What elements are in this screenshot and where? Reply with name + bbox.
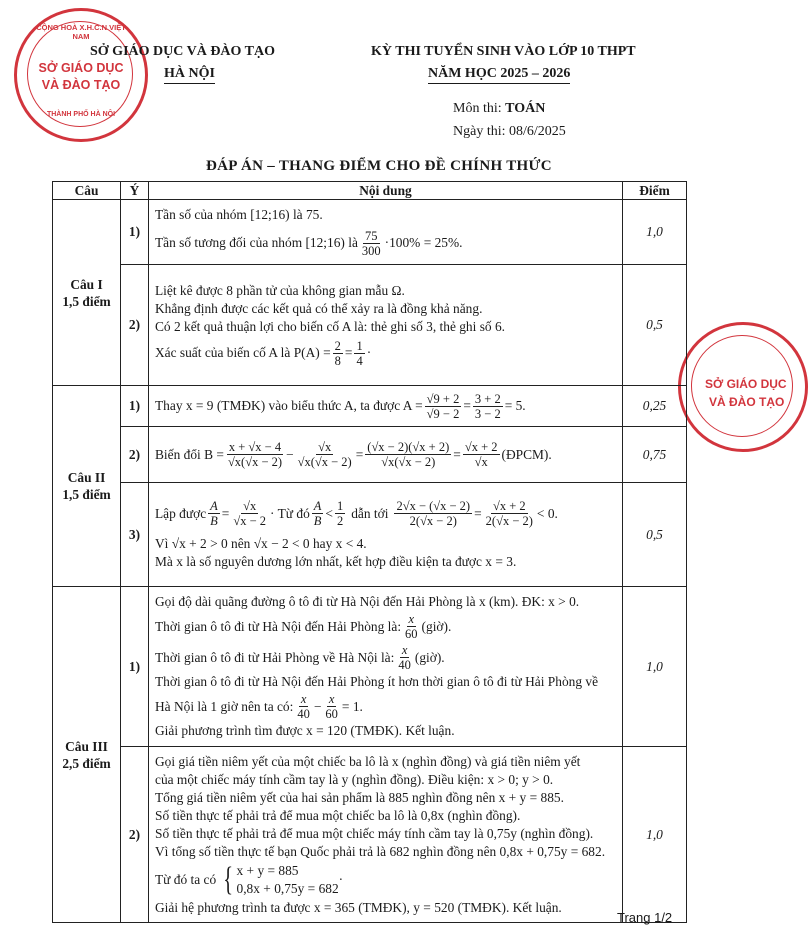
numerator: x + √x − 4 [228,440,282,454]
part-label: 1) [121,587,149,747]
content-text: Thay x = 9 (TMĐK) vào biểu thức A, ta được A = [155,398,423,413]
table-row [53,386,687,427]
exam-name: KỲ THI TUYỂN SINH VÀO LỚP 10 THPT [371,44,636,59]
part-label: 1) [121,386,149,427]
denominator: 40 [297,707,310,721]
numerator: A [210,499,218,513]
subject-value: TOÁN [505,101,546,116]
official-stamp-partial [678,322,808,452]
content-text: − [286,446,294,462]
fraction [403,612,420,641]
part-label: 2) [121,427,149,483]
numerator: √x [318,440,332,454]
numerator: √x + 2 [464,440,498,454]
content-line [155,339,616,368]
content-text: < [325,505,333,521]
question-points: 1,5 điểm [62,293,111,309]
content-text: = [463,398,471,413]
numerator: x [401,643,408,657]
content-text: = [221,505,230,521]
score-cell: 0,5 [623,483,687,587]
stamp-bottom-text: THÀNH PHỐ HÀ NỘI [46,111,116,118]
table-row [53,587,687,747]
part-label: 1) [121,200,149,265]
content-line [155,440,616,469]
numerator: √x + 2 [492,499,526,513]
numerator: x [300,692,307,706]
answer-content [149,200,623,265]
answer-content [149,483,623,587]
content-line: Thời gian ô tô đi từ Hà Nội đến Hải Phòng ít hơn thời gian ô tô đi từ Hải Phòng về [155,674,599,689]
part-label: 2) [121,265,149,386]
table-row [53,427,687,483]
fraction [463,440,500,469]
numerator: 2 [334,338,341,353]
question-cell [53,386,121,587]
denominator: 60 [405,627,418,641]
content-text: Thời gian ô tô đi từ Hà Nội đến Hải Phòng là: [155,618,402,634]
fraction [296,440,354,469]
content-text: = [453,446,461,462]
fraction [226,440,284,469]
content-line: Số tiền thực tế phải trả để mua một chiếc ba lô là 0,8x (nghìn đồng). [155,807,521,823]
denominator: 40 [398,658,411,672]
score-cell: 0,25 [623,386,687,427]
page-number: Trang 1/2 [617,910,673,925]
content-text: (ĐPCM). [501,446,552,462]
denominator: 2(√x − 2) [409,514,457,528]
content-line: Tổng giá tiền niêm yết của hai sản phẩm là 885 nghìn đồng nên x + y = 885. [155,789,564,805]
score-cell: 0,5 [623,265,687,386]
subject-label: Môn thi: [453,101,502,116]
official-stamp [14,8,148,142]
denominator: √x(√x − 2) [227,455,283,469]
header-noidung: Nội dung [149,182,623,200]
numerator: 1 [356,338,363,353]
table-header-row [53,182,687,200]
content-text: · Từ đó [270,505,310,521]
content-line: của một chiếc máy tính cầm tay là y (nghìn đồng). Điều kiện: x > 0; y > 0. [155,771,554,787]
fraction [335,499,345,528]
part-label: 3) [121,483,149,587]
content-text: Lập được [155,505,207,521]
denominator: 60 [325,707,338,721]
fraction [365,440,451,469]
answer-content [149,265,623,386]
content-line: Gọi giá tiền niêm yết của một chiếc ba lô là x (nghìn đồng) và giá tiền niêm yết [155,753,581,769]
numerator: 3 + 2 [474,391,501,406]
score-cell: 0,75 [623,427,687,483]
table-row [53,265,687,386]
question-cell [53,587,121,923]
answer-content [149,587,623,747]
numerator: (√x − 2)(√x + 2) [367,440,450,454]
denominator: 2 [336,514,344,528]
system-eq2: 0,8x + 0,75y = 682 [236,880,339,896]
content-line [155,499,616,528]
department-name: SỞ GIÁO DỤC VÀ ĐÀO TẠO [90,44,276,59]
fraction [231,499,268,528]
content-line: Giải hệ phương trình ta được x = 365 (TMĐK), y = 520 (TMĐK). Kết luận. [155,899,562,915]
exam-date: Ngày thi: 08/6/2025 [453,124,566,139]
stamp-center-line2: VÀ ĐÀO TẠO [41,78,121,92]
numerator: √x [243,499,257,513]
header-cau: Câu [53,182,121,200]
city-name: HÀ NỘI [164,66,215,84]
numerator: x [408,612,415,626]
fraction [396,643,413,672]
table-row [53,200,687,265]
numerator: 75 [365,228,378,243]
question-points: 1,5 điểm [62,487,111,502]
denominator: 300 [361,243,381,258]
content-line: Tần số của nhóm [12;16) là 75. [155,206,323,222]
denominator: 4 [356,353,363,368]
numerator: 2√x − (√x − 2) [396,499,471,513]
denominator: B [313,514,322,528]
stamp-partial-text: SỞ GIÁO DỤC [705,377,787,391]
stamp-partial-text2: VÀ ĐÀO TẠO [709,395,785,409]
stamp-center-line1: SỞ GIÁO DỤC [38,61,124,75]
denominator: 2(√x − 2) [485,514,533,528]
stamp-ring-text: CỘNG HOÀ X.H.C.N VIỆT NAM [36,23,126,41]
content-line: Vì tổng số tiền thực tế bạn Quốc phải trả là 682 nghìn đồng nên 0,8x + 0,75y = 682. [155,843,606,859]
fraction [360,229,383,258]
numerator: A [313,499,322,513]
content-text: = [355,446,364,462]
score-cell: 1,0 [623,587,687,747]
question-name: Câu I [70,276,103,292]
school-year: NĂM HỌC 2025 – 2026 [428,66,570,84]
fraction [208,499,220,528]
numerator: √9 + 2 [426,391,460,406]
denominator: B [210,514,218,528]
content-line [155,862,616,898]
content-text: (giờ). [421,618,452,634]
brace: { [223,860,234,898]
fraction [323,692,340,721]
content-text: = [474,505,482,521]
content-text: Hà Nội là 1 giờ nên ta có: [155,698,294,714]
subject-line [453,101,545,117]
content-text: Xác suất của biến cố A là P(A) = [155,345,331,360]
content-text: = [344,345,353,360]
fraction [394,499,472,528]
fraction [312,499,324,528]
content-line: Gọi độ dài quãng đường ô tô đi từ Hà Nội đến Hải Phòng là x (km). ĐK: x > 0. [155,594,580,609]
content-line: Có 2 kết quả thuận lợi cho biến cố A là: thẻ ghi số 3, thẻ ghi số 6. [155,318,505,334]
content-line [155,229,616,258]
denominator: √9 − 2 [426,406,460,421]
content-line: Số tiền thực tế phải trả để mua một chiếc máy tính cầm tay là 0,75y (nghìn đồng). [155,825,594,841]
denominator: √x [474,455,488,469]
fraction [484,499,535,528]
content-line [155,612,616,641]
content-text: · [366,345,372,360]
content-text: = 1. [341,698,363,714]
content-text: Từ đó ta có [155,871,217,887]
denominator: √x(√x − 2) [297,455,352,469]
content-line [155,643,616,672]
page-title: ĐÁP ÁN – THANG ĐIỂM CHO ĐỀ CHÍNH THỨC [206,158,552,174]
denominator: √x(√x − 2) [381,455,436,469]
fraction [354,339,364,368]
header-diem: Điểm [623,182,687,200]
fraction [295,692,312,721]
denominator: 8 [334,353,341,368]
score-cell: 1,0 [623,200,687,265]
content-line: Giải phương trình tìm được x = 120 (TMĐK). Kết luận. [155,723,455,738]
content-line: Vì √x + 2 > 0 nên √x − 2 < 0 hay x < 4. [155,536,367,551]
answer-content [149,427,623,483]
content-text: · [338,871,344,887]
content-text: = 5. [504,398,526,413]
content-text: Biến đổi B = [155,446,224,462]
answer-content [149,386,623,427]
answer-content [149,747,623,923]
denominator: 3 − 2 [474,406,501,421]
part-label: 2) [121,747,149,923]
content-text: Thời gian ô tô đi từ Hải Phòng về Hà Nội là: [155,649,395,665]
content-text: (giờ). [414,649,445,665]
fraction [473,392,503,421]
content-text: < 0. [536,505,558,521]
header-y: Ý [121,182,149,200]
answer-table [52,181,687,923]
question-points: 2,5 điểm [62,755,111,771]
fraction [333,339,343,368]
content-line: Khẳng định được các kết quả có thể xảy ra là đồng khả năng. [155,300,483,316]
content-line [155,692,616,721]
numerator: 1 [336,499,344,513]
question-name: Câu II [67,470,106,485]
question-cell [53,200,121,386]
table-row [53,747,687,923]
system-rows [237,862,339,898]
score-cell: 1,0 [623,747,687,923]
equation-system [220,862,338,898]
numerator: x [328,692,335,706]
fraction [425,392,462,421]
content-text: dẫn tới [351,505,389,521]
content-text: − [313,698,322,714]
denominator: √x − 2 [233,514,267,528]
content-line: Mà x là số nguyên dương lớn nhất, kết hợp điều kiện ta được x = 3. [155,554,517,569]
table-row [53,483,687,587]
content-line: Liệt kê được 8 phần tử của không gian mẫu Ω. [155,282,405,298]
content-line [155,392,616,421]
system-eq1: x + y = 885 [236,862,299,878]
question-name: Câu III [65,738,108,754]
content-text: Tần số tương đối của nhóm [12;16) là [155,235,358,250]
content-text: ·100% = 25%. [384,235,463,250]
